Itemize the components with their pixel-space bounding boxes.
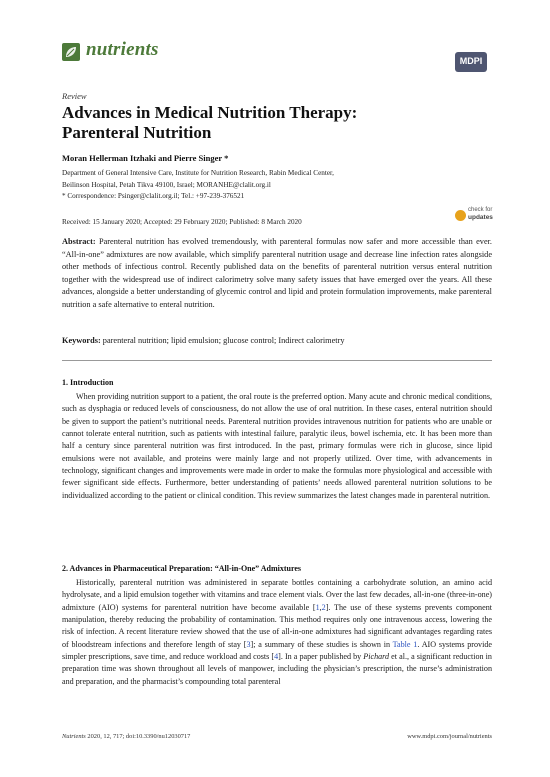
abstract xyxy=(62,236,492,312)
abstract-text: Parenteral nutrition has evolved tremendously, with parenteral formulas now safer and more accessible than ever. “All-in-one” admixtures are now available, which simplify parenteral nutrition usage and decrease line infection rates alongside other methods of infectious control. Recently published data on the benefits of parenteral nutrition versus enteral nutrition together with the widespread use of indirect calorimetry solve many safety issues that have emerged over the years. All these advances, alongside a better understanding of glycemic control and lipid and protein formulation improvements, make parenteral nutrition a safe alternative to enteral nutrition. xyxy=(62,237,493,309)
paragraph: When providing nutrition support to a patient, the oral route is the preferred option. Many acute and chronic medical conditions, such as dysphagia or reduced levels of consciousness, do not allow the use of oral nutrition. In these cases, enteral nutrition should be given to support the patient’s nutritional needs. Parenteral nutrition provides intravenous nutrition for patients who are unable or cannot tolerate enteral nutrition, such as patients with intestinal failure, paralytic ileus, bowel ischemia, etc. It has been more than half a century since parenteral nutrition was first introduced. In the past, primary formulas were rich in glucose, since lipid emulsions were not available, and proteins were mainly large and not properly utilized. Over time, with advancements in technology, significant changes and improvements were made in order to make the formulas more physiological and accessible with fewer significant side effects. Furthermore, better understanding of patients’ needs allowed parenteral nutrition solutions to be individualized according to the patient or clinical condition. This review summarizes the latest changes made in parenteral nutrition. xyxy=(62,392,492,500)
keywords xyxy=(62,336,492,345)
check-for-updates-button[interactable]: check for updates xyxy=(455,207,500,229)
journal-name: nutrients xyxy=(86,39,159,60)
section-heading: 1. Introduction xyxy=(62,378,114,387)
divider xyxy=(62,360,492,361)
article-type: Review xyxy=(62,91,87,101)
abstract-label: Abstract: xyxy=(62,237,96,246)
footer-citation: Nutrients 2020, 12, 717; doi:10.3390/nu12030717 xyxy=(62,733,191,740)
mdpi-logo: MDPI xyxy=(455,52,487,72)
check-updates-icon xyxy=(455,210,466,221)
citation-link[interactable]: 4 xyxy=(274,652,279,662)
citation-link[interactable]: 2 xyxy=(321,602,326,612)
affiliation-line: Department of General Intensive Care, Institute for Nutrition Research, Rabin Medical Center, xyxy=(62,169,334,177)
keywords-label: Keywords: xyxy=(62,336,101,345)
citation-link[interactable]: 3 xyxy=(246,639,251,649)
table-link[interactable]: Table 1 xyxy=(392,639,418,649)
paragraph: Historically, parenteral nutrition was administered in separate bottles containing a carbohydrate solution, an amino acid hydrolysate, and a lipid emulsion together with vitamins and trace element vials. Over the last few decades, all-in-one (three-in-one) admixture (AIO) systems for parenteral nutrition have become available [1,2]. The use of these systems prevents component manipulation, thereby reducing the probability of contamination. This method requires only one intravenous access, lowering the risk of infection. A recent literature review showed that the use of all-in-one admixtures had significant advantages regarding rates of bloodstream infections and therefore length of stay [3]; a summary of these studies is shown in Table 1. AIO systems provide simpler prescriptions, save time, and reduce workload and costs [4]. In a paper published by Pichard et al., a significant reduction in preparation time was shown throughout all levels of manpower, including the physician’s prescription, the nurse’s administration and preparation, and the pharmacist’s compounding total parenteral xyxy=(62,578,492,686)
citation-link[interactable]: 1 xyxy=(315,602,320,612)
authors: Moran Hellerman Itzhaki and Pierre Singer * xyxy=(62,153,229,163)
keywords-text: parenteral nutrition; lipid emulsion; glucose control; Indirect calorimetry xyxy=(102,336,345,345)
footer-url[interactable]: www.mdpi.com/journal/nutrients xyxy=(407,733,492,740)
correspondence-line: * Correspondence: Psinger@clalit.org.il; Tel.: +97-239-376521 xyxy=(62,192,245,200)
affiliations xyxy=(62,168,492,203)
article-title: Advances in Medical Nutrition Therapy: Parenteral Nutrition xyxy=(62,103,358,142)
publication-dates: Received: 15 January 2020; Accepted: 29 February 2020; Published: 8 March 2020 xyxy=(62,218,302,226)
affiliation-line: Beilinson Hospital, Petah Tikva 49100, Israel; MORANHE@clalit.org.il xyxy=(62,180,271,189)
nutrients-leaf-icon xyxy=(62,43,80,61)
section-heading: 2. Advances in Pharmaceutical Preparation: “All-in-One” Admixtures xyxy=(62,564,302,573)
